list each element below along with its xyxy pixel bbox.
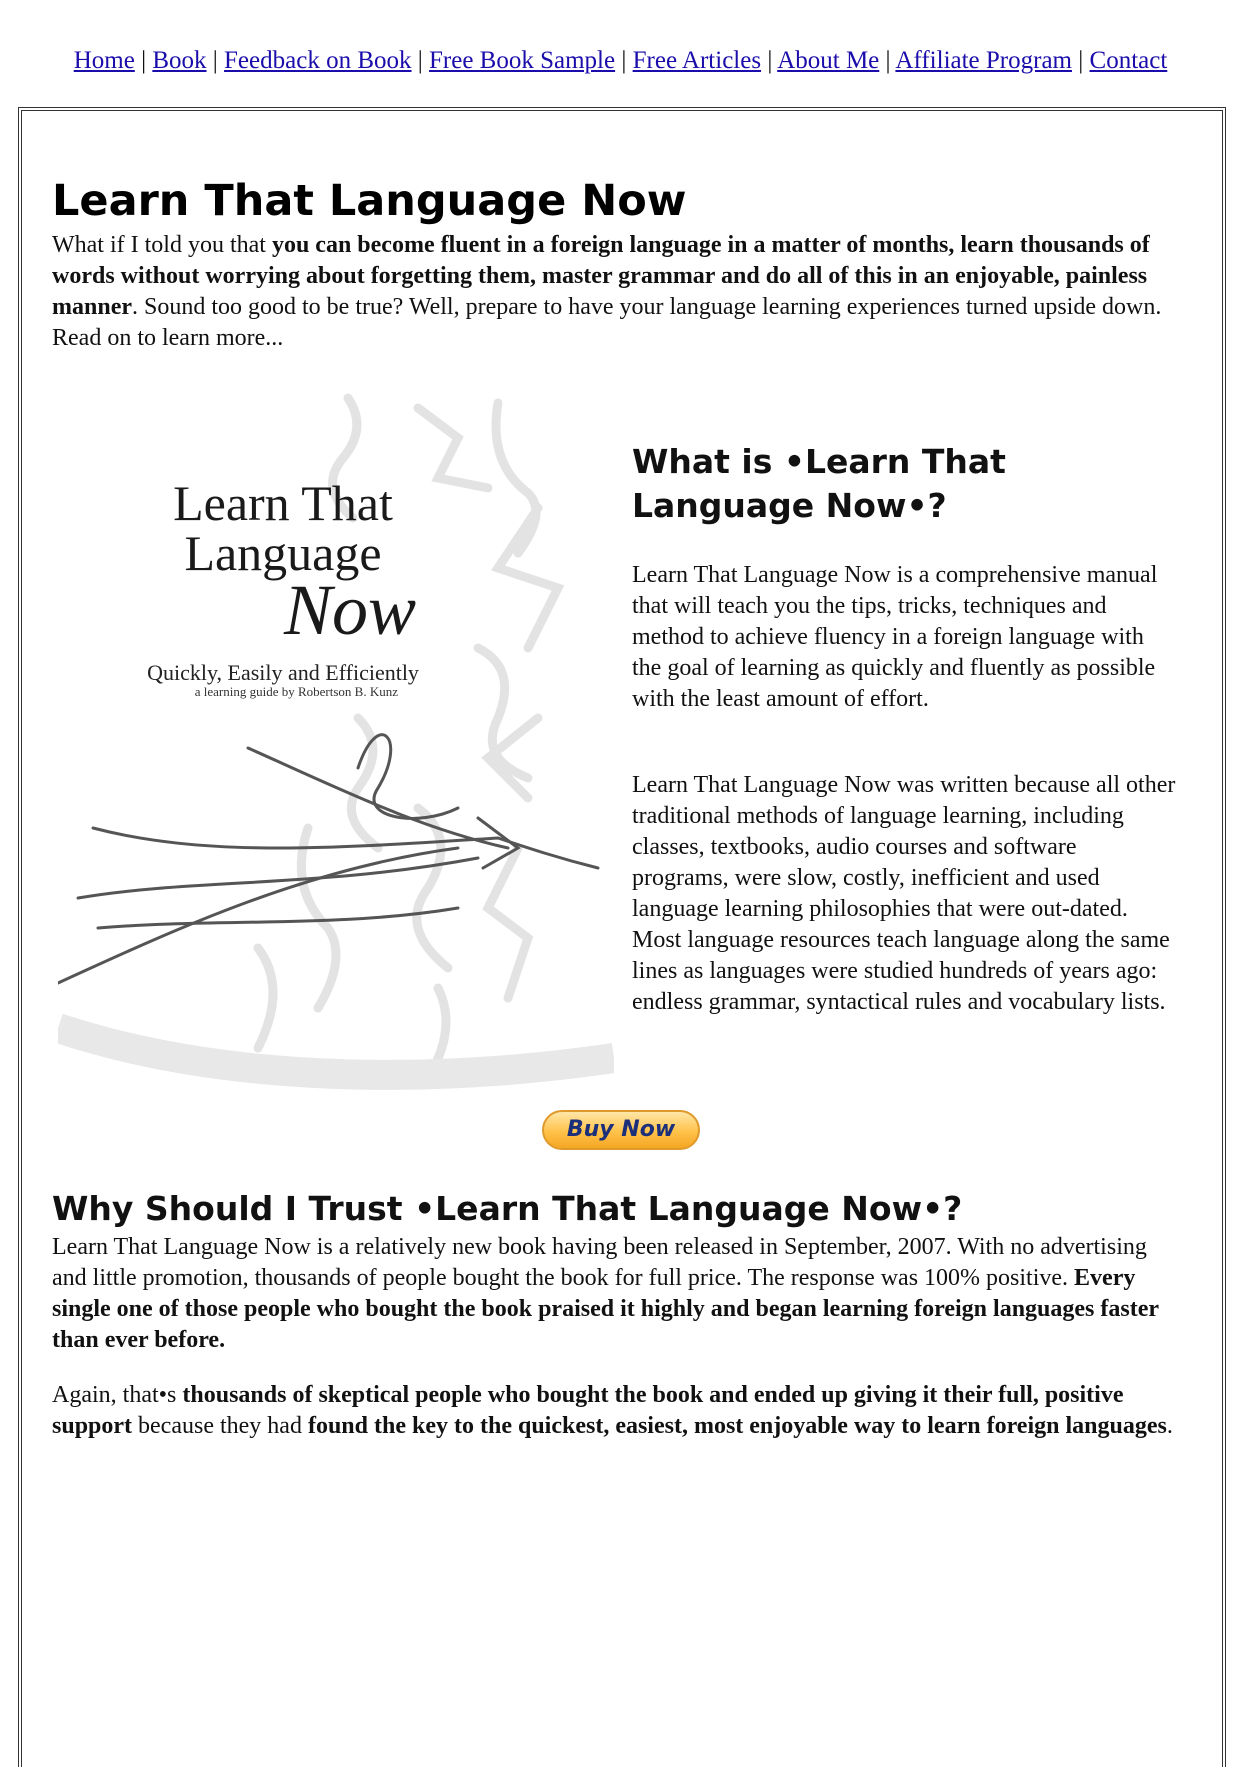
what-is-heading: What is •Learn That Language Now•?	[632, 442, 1006, 525]
why-bold-text: thousands of skeptical people who bought the book and ended up giving it their full, positive support	[52, 1382, 1124, 1439]
nav-separator: |	[767, 47, 773, 74]
cover-brush-stroke	[98, 908, 458, 928]
page-title: Learn That Language Now	[52, 176, 687, 226]
calligraphy-stroke	[498, 508, 558, 648]
nav-separator: |	[141, 47, 147, 74]
nav-link-contact[interactable]: Contact	[1089, 47, 1168, 74]
nav-link-free-book-sample[interactable]: Free Book Sample	[429, 47, 616, 74]
what-is-paragraph-2: Learn That Language Now was written because all other traditional methods of language learning, including classes, textbooks, audio courses and software programs, were slow, costly, inefficient and used language learning philosophies that were out-dated. Most language resources teach language along the same lines as languages were studied hundreds of years ago: endless grammar, syntactical rules and vocabulary lists.	[632, 772, 1176, 1015]
why-bold-text: Every single one of those people who bought the book praised it highly and began learning foreign languages faster than ever before.	[52, 1265, 1159, 1353]
nav-separator: |	[417, 47, 423, 74]
why-text: .	[1166, 1413, 1173, 1439]
intro-paragraph	[52, 230, 1182, 354]
cover-author: a learning guide by Robertson B. Kunz	[194, 684, 398, 699]
calligraphy-stroke	[258, 948, 273, 1048]
why-text: Again, that•s	[52, 1382, 183, 1408]
nav-link-about-me[interactable]: About Me	[777, 47, 880, 74]
nav-link-feedback[interactable]: Feedback on Book	[224, 47, 412, 74]
what-is-paragraph-1: Learn That Language Now is a comprehensive manual that will teach you the tips, tricks, techniques and method to achieve fluency in a foreign language with the goal of learning as quickly and fluently as possible with the least amount of effort.	[632, 562, 1158, 712]
top-navigation	[0, 44, 1241, 78]
nav-separator: |	[621, 47, 627, 74]
why-trust-paragraph-2	[52, 1380, 1182, 1442]
cover-title-line2: Language	[184, 525, 382, 581]
calligraphy-stroke	[496, 403, 536, 553]
calligraphy-stroke	[418, 408, 488, 488]
nav-separator: |	[212, 47, 218, 74]
nav-link-book[interactable]: Book	[152, 47, 207, 74]
nav-separator: |	[1078, 47, 1084, 74]
nav-link-free-articles[interactable]: Free Articles	[632, 47, 762, 74]
buy-now-button[interactable]: Buy Now	[542, 1110, 700, 1150]
intro-text: What if I told you that	[52, 232, 272, 258]
calligraphy-stroke	[488, 848, 528, 998]
nav-link-home[interactable]: Home	[73, 47, 135, 74]
cover-title-line3: Now	[283, 570, 417, 650]
book-cover-art	[58, 388, 614, 1100]
calligraphy-stroke	[301, 828, 336, 1008]
cover-shadow-swoosh	[58, 1028, 614, 1075]
why-text: Learn That Language Now is a relatively new book having been released in September, 2007. With no advertising and little promotion, thousands of people bought the book for full price. The response was 100% positive.	[52, 1234, 1147, 1291]
why-text: because they had	[132, 1413, 308, 1439]
intro-text-end: . Sound too good to be true? Well, prepare to have your language learning experiences turned upside down. Read on to learn more...	[52, 294, 1162, 351]
intro-bold-text: you can become fluent in a foreign language in a matter of months, learn thousands of words without worrying about forgetting them, master grammar and do all of this in an enjoyable, painless manner	[52, 232, 1150, 320]
cover-brush-stroke	[248, 748, 508, 848]
nav-separator: |	[885, 47, 891, 74]
why-bold-text: found the key to the quickest, easiest, most enjoyable way to learn foreign languages	[307, 1413, 1167, 1439]
cover-subtitle: Quickly, Easily and Efficiently	[147, 660, 419, 685]
cover-title-line1: Learn That	[173, 475, 393, 531]
book-cover-image	[58, 388, 614, 1100]
why-trust-heading: Why Should I Trust •Learn That Language Now•?	[52, 1189, 963, 1228]
why-trust-paragraph-1	[52, 1232, 1182, 1356]
calligraphy-stroke	[417, 808, 448, 968]
nav-link-affiliate-program[interactable]: Affiliate Program	[895, 47, 1072, 74]
